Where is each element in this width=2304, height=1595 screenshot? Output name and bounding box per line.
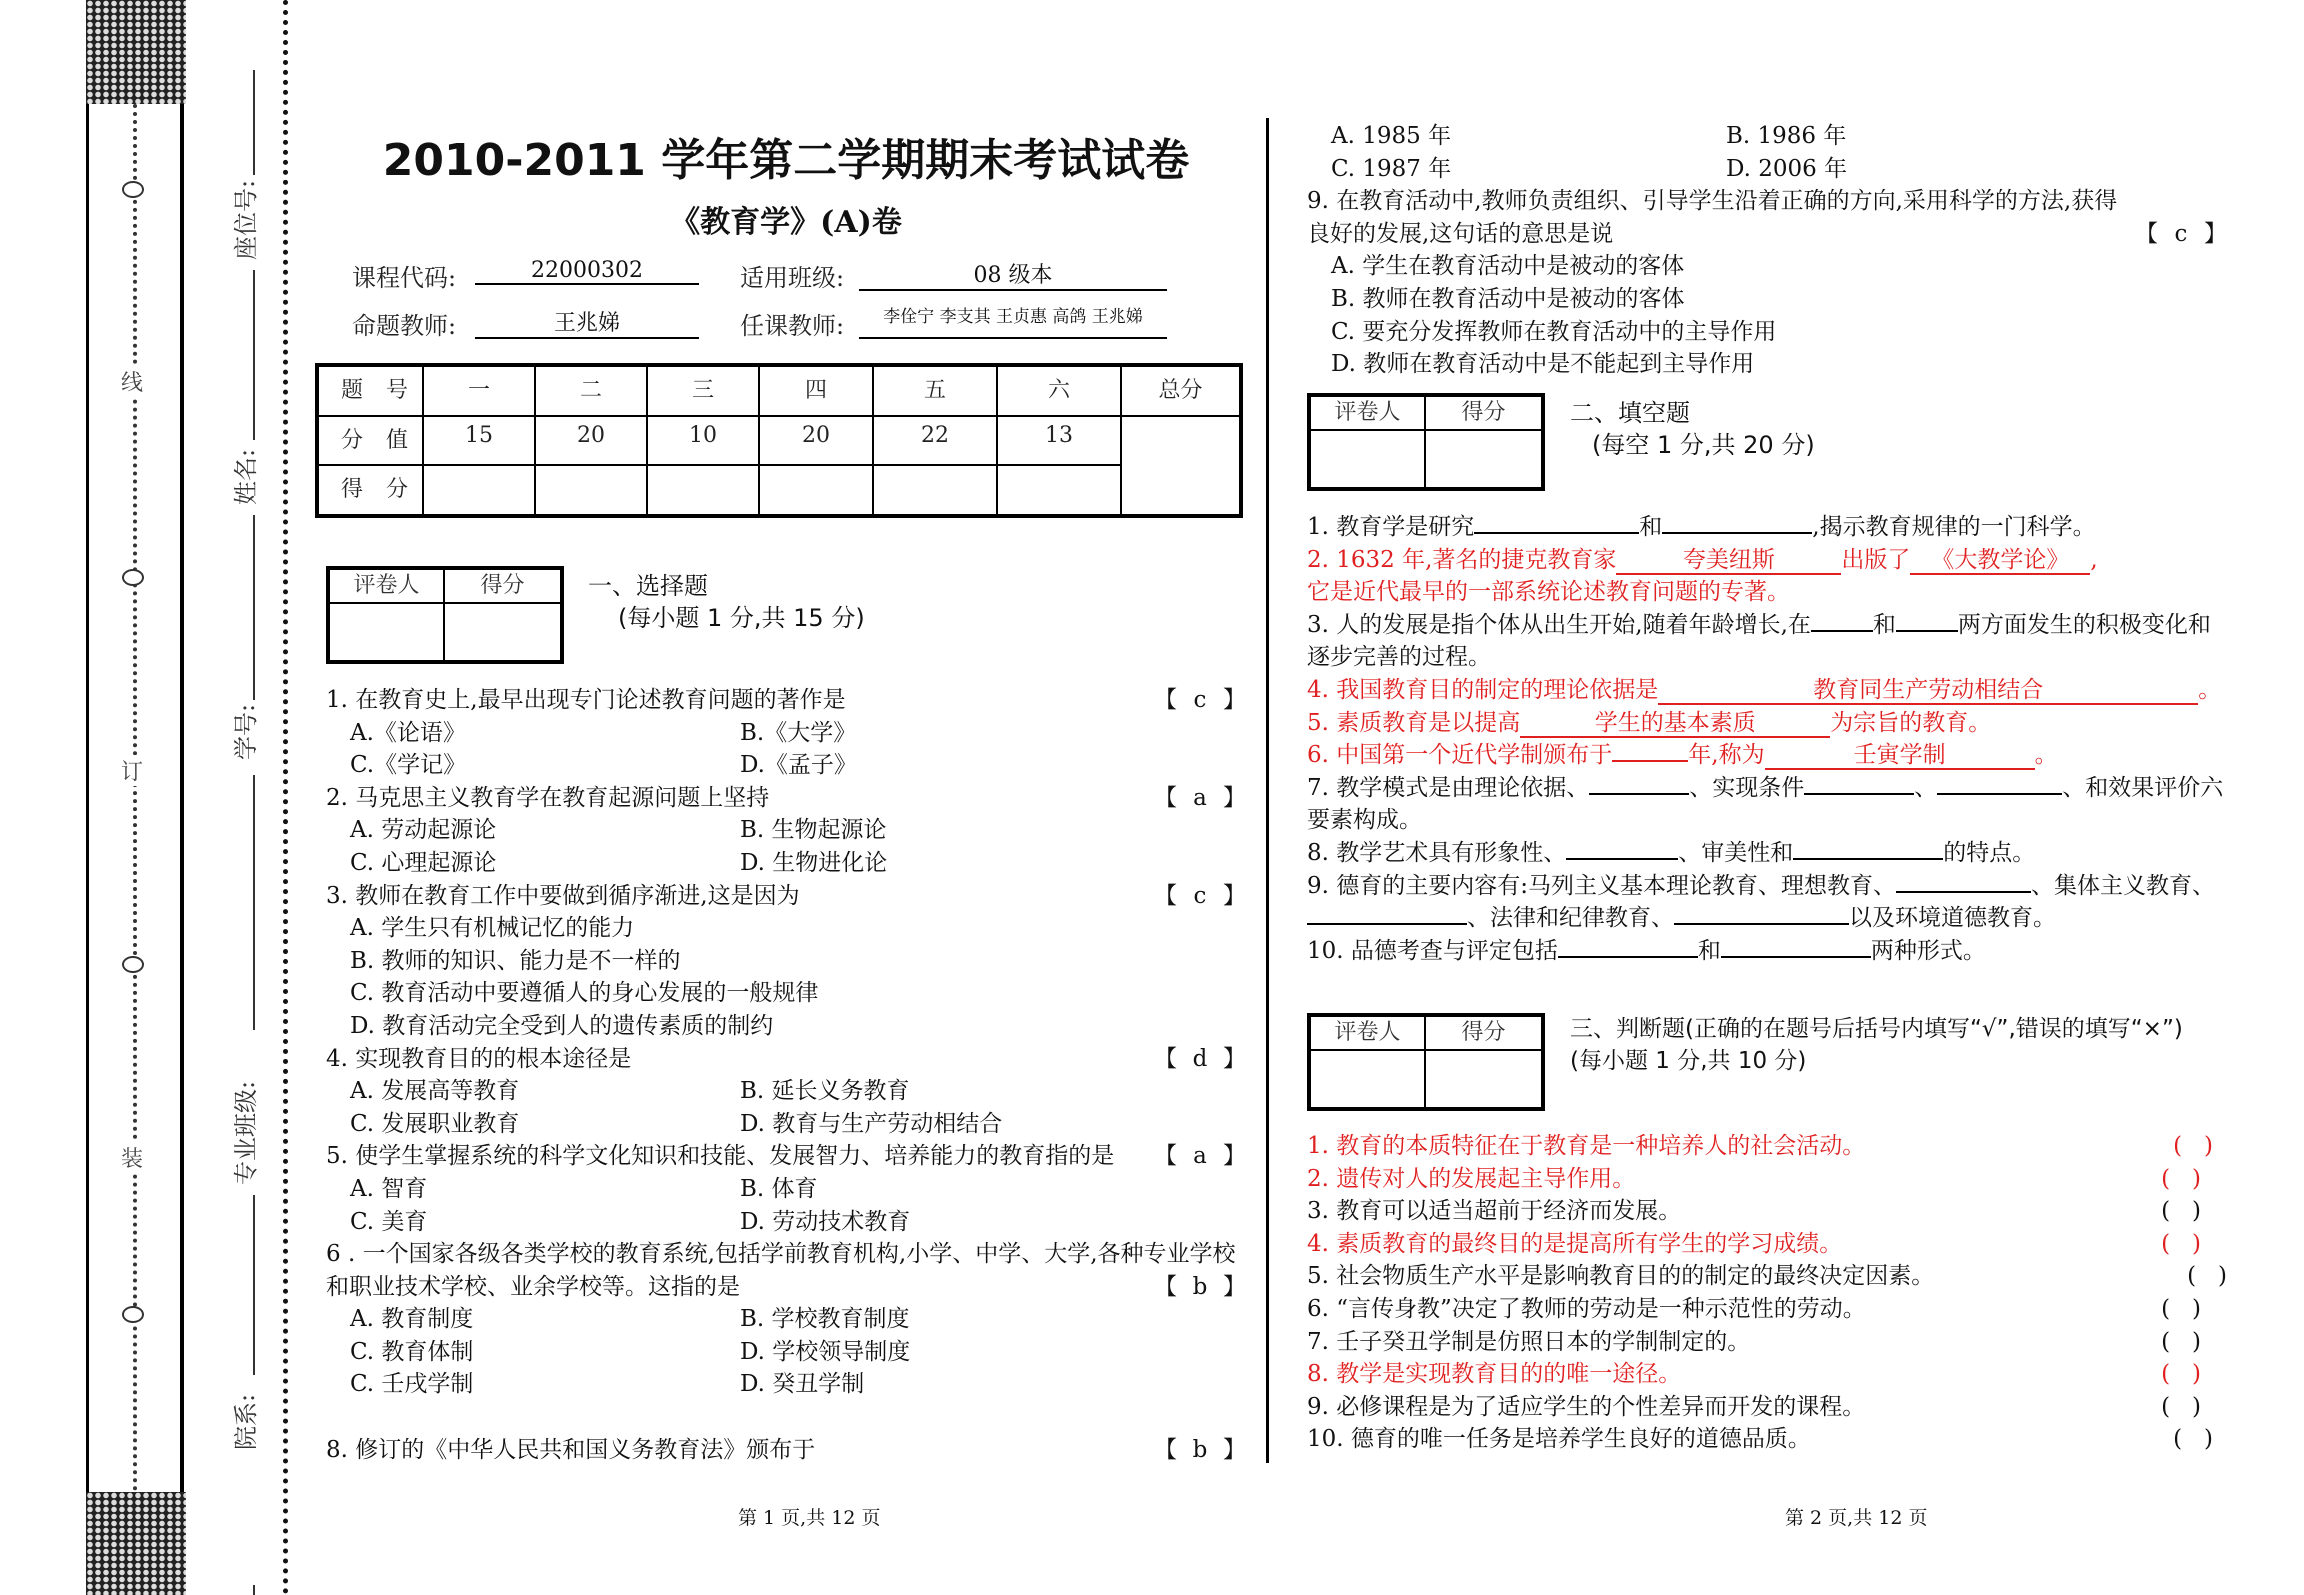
blank-field[interactable] — [1558, 956, 1698, 958]
answer-bracket: 【 c 】 — [1154, 687, 1246, 713]
options: A. 教育制度 B. 学校教育制度 C. 教育体制 D. 学校领导制度 C. 壬戌学制 D. 癸丑学制 — [350, 1306, 911, 1398]
blank-field[interactable]: 《大教学论》 — [1910, 547, 2090, 575]
row-label: 得 分 — [317, 465, 423, 516]
column-header: 二 — [535, 365, 647, 416]
blank-field[interactable] — [1811, 630, 1873, 632]
answer-paren[interactable]: ( ) — [2161, 1295, 2201, 1322]
seal-char-ding: 订 — [118, 755, 146, 786]
field-line — [253, 270, 255, 440]
grader-cell[interactable] — [1311, 1051, 1426, 1107]
blank-field[interactable] — [1896, 891, 2031, 893]
blank-field[interactable] — [1674, 923, 1849, 925]
section3-title: 三、判断题(正确的在题号后括号内填写“√”,错误的填写“×”)(每小题 1 分,共 10 分) — [1570, 1016, 2183, 1074]
class-label: 适用班级: — [740, 264, 845, 292]
page-number-1: 第 1 页,共 12 页 — [738, 1507, 881, 1529]
score-label: 得分 — [1426, 1017, 1541, 1051]
column-divider — [1266, 118, 1269, 1463]
question-stem: 5. 使学生掌握系统的科学文化知识和技能、发展智力、培养能力的教育指的是 【 a 】 — [326, 1140, 1246, 1173]
blank-field[interactable]: 壬寅学制 — [1765, 742, 2035, 770]
score-value: 22 — [873, 416, 997, 466]
blank-field[interactable]: 学生的基本素质 — [1520, 710, 1830, 738]
options: A. 发展高等教育 B. 延长义务教育 C. 发展职业教育 D. 教育与生产劳动相结合 — [350, 1078, 1003, 1137]
judge-item: 10. 德育的唯一任务是培养学生良好的道德品质。 ( ) — [1307, 1423, 2227, 1456]
answer-bracket: 【 a 】 — [1154, 1143, 1246, 1170]
field-line — [253, 70, 255, 175]
section1-continued — [1307, 120, 2227, 381]
blank-field[interactable] — [1307, 923, 1467, 925]
obtained-score-cell[interactable] — [873, 465, 997, 516]
fill-item: 5. 素质教育是以提高 学生的基本素质 为宗旨的教育。 — [1307, 709, 1992, 736]
question-stem: 8. 修订的《中华人民共和国义务教育法》颁布于 【 b 】 — [326, 1434, 1246, 1467]
question-stem: 3. 教师在教育工作中要做到循序渐进,这是因为 【 c 】 — [326, 880, 1246, 913]
option: D. 教师在教育活动中是不能起到主导作用 — [1331, 351, 1755, 378]
seat-number-field: 座位号: — [232, 179, 260, 260]
fill-item: 9. 德育的主要内容有:马列主义基本理论教育、理想教育、 、集体主义教育、、法律和纪律教育、 以及环境道德教育。 — [1307, 872, 2216, 932]
column-header: 三 — [647, 365, 759, 416]
judge-item: 2. 遗传对人的发展起主导作用。 ( ) — [1307, 1163, 2227, 1196]
fill-item: 1. 教育学是研究 和 ,揭示教育规律的一门科学。 — [1307, 514, 2096, 540]
class-value: 08 级本 — [859, 258, 1167, 291]
setter-value: 王兆娣 — [475, 306, 699, 339]
fill-item: 3. 人的发展是指个体从出生开始,随着年龄增长,在 和 两方面发生的积极变化和逐步完善的过程。 — [1307, 611, 2211, 671]
table-row — [317, 465, 1241, 516]
column-header: 一 — [423, 365, 535, 416]
judge-item: 7. 壬子癸丑学制是仿照日本的学制制定的。 ( ) — [1307, 1326, 2227, 1359]
judge-item: 3. 教育可以适当超前于经济而发展。 ( ) — [1307, 1195, 2227, 1228]
section2-note: (每空 1 分,共 20 分) — [1592, 431, 1815, 459]
answer-bracket: 【 b 】 — [1154, 1436, 1246, 1463]
grader-box — [1307, 393, 1545, 491]
teachers-label: 任课教师: — [740, 312, 845, 340]
obtained-score-cell[interactable] — [535, 465, 647, 516]
question-stem: 6 . 一个国家各级各类学校的教育系统,包括学前教育机构,小学、中学、大学,各种专业学校和职业技术学校、业余学校等。这指的是 【 b 】 — [326, 1238, 1246, 1303]
field-line — [253, 1195, 255, 1375]
obtained-score-cell[interactable] — [647, 465, 759, 516]
perforation-line — [283, 0, 288, 1595]
row-label: 题 号 — [317, 365, 423, 416]
course-code-label: 课程代码: — [352, 264, 457, 292]
section1-title: 一、选择题 — [588, 572, 708, 600]
binding-pattern-top — [86, 0, 186, 104]
option: C. 要充分发挥教师在教育活动中的主导作用 — [1331, 318, 1777, 345]
option: A. 学生只有机械记忆的能力 — [350, 915, 635, 942]
question-stem: 9. 在教育活动中,教师负责组织、引导学生沿着正确的方向,采用科学的方法,获得良好的发展,这句话的意思是说 【 c 】 — [1307, 185, 2227, 250]
answer-paren[interactable]: ( ) — [2161, 1361, 2201, 1388]
section2-items — [1307, 511, 2227, 967]
department-field: 院系: — [232, 1393, 260, 1450]
blank-field[interactable] — [1721, 956, 1871, 958]
answer-paren[interactable]: ( ) — [2161, 1230, 2201, 1257]
blank-field[interactable] — [1804, 793, 1914, 795]
blank-field[interactable] — [1937, 793, 2062, 795]
options: A. 劳动起源论 B. 生物起源论 C. 心理起源论 D. 生物进化论 — [350, 817, 888, 876]
exam-title: 2010-2011 学年第二学期期末考试试卷 — [382, 135, 1190, 186]
student-id-field: 学号: — [232, 703, 260, 760]
grader-cell[interactable] — [330, 604, 445, 660]
option: A. 学生在教育活动中是被动的客体 — [1331, 253, 1685, 280]
grader-box — [1307, 1013, 1545, 1111]
fill-item: 6. 中国第一个近代学制颁布于 年,称为 壬寅学制 。 — [1307, 742, 2058, 769]
page-number-2: 第 2 页,共 12 页 — [1785, 1507, 1928, 1529]
fill-item: 2. 1632 年,著名的捷克教育家 夸美纽斯 出版了 《大教学论》 , 它是近代最早的一部系统论述教育问题的专著。 — [1307, 546, 2098, 606]
option: B. 教师的知识、能力是不一样的 — [350, 947, 681, 974]
fill-item: 7. 教学模式是由理论依据、 、实现条件 、 、和效果评价六要素构成。 — [1307, 774, 2224, 834]
judge-item: 9. 必修课程是为了适应学生的个性差异而开发的课程。 ( ) — [1307, 1391, 2227, 1424]
seal-char-zhuang: 装 — [118, 1142, 146, 1173]
judge-item: 1. 教育的本质特征在于教育是一种培养人的社会活动。 ( ) — [1307, 1130, 2227, 1163]
column-header: 五 — [873, 365, 997, 416]
fill-item: 4. 我国教育目的制定的理论依据是 教育同生产劳动相结合 。 — [1307, 676, 2222, 703]
column-header: 总分 — [1121, 365, 1241, 416]
blank-field[interactable] — [1566, 858, 1678, 860]
judge-item: 8. 教学是实现教育目的的唯一途径。 ( ) — [1307, 1358, 2227, 1391]
fill-item: 10. 品德考查与评定包括 和 两种形式。 — [1307, 937, 1986, 964]
score-value: 13 — [997, 416, 1121, 466]
blank-field[interactable] — [1793, 858, 1943, 860]
options: A. 智育 B. 体育 C. 美育 D. 劳动技术教育 — [350, 1175, 911, 1235]
judge-item: 4. 素质教育的最终目的是提高所有学生的学习成绩。 ( ) — [1307, 1228, 2227, 1261]
answer-paren[interactable]: ( ) — [2173, 1426, 2213, 1453]
major-class-field: 专业班级: — [232, 1080, 260, 1185]
column-header: 六 — [997, 365, 1121, 416]
section3-items — [1307, 1130, 2227, 1456]
exam-subtitle: 《教育学》(A)卷 — [670, 205, 902, 240]
score-value: 20 — [759, 416, 873, 466]
answer-paren[interactable]: ( ) — [2161, 1198, 2201, 1225]
score-label: 得分 — [445, 570, 560, 604]
option: C. 教育活动中要遵循人的身心发展的一般规律 — [350, 980, 819, 1007]
blank-field[interactable] — [1474, 532, 1639, 534]
section1-questions — [326, 684, 1246, 1466]
question-stem: 1. 在教育史上,最早出现专门论述教育问题的著作是 【 c 】 — [326, 684, 1246, 717]
field-line — [253, 775, 255, 1030]
answer-paren[interactable]: ( ) — [2161, 1328, 2201, 1355]
section1-note: (每小题 1 分,共 15 分) — [618, 604, 865, 632]
binding-dotted-line — [133, 104, 137, 1492]
obtained-score-cell[interactable] — [997, 465, 1121, 516]
answer-paren[interactable]: ( ) — [2161, 1393, 2201, 1420]
field-line — [253, 515, 255, 700]
section2-title: 二、填空题 — [1570, 399, 1690, 427]
answer-bracket: 【 c 】 — [1154, 882, 1246, 909]
blank-field[interactable] — [1589, 793, 1689, 795]
grader-label: 评卷人 — [1311, 1017, 1426, 1051]
table-row — [317, 365, 1241, 416]
judge-item: 5. 社会物质生产水平是影响教育目的的制定的最终决定因素。 ( ) — [1307, 1260, 2227, 1293]
score-value: 20 — [535, 416, 647, 466]
table-row — [317, 416, 1241, 466]
answer-bracket: 【 c 】 — [2135, 220, 2227, 247]
obtained-score-cell[interactable] — [423, 465, 535, 516]
score-cell[interactable] — [445, 604, 560, 660]
blank-field[interactable] — [1896, 630, 1958, 632]
column-header: 四 — [759, 365, 873, 416]
answer-bracket: 【 a 】 — [1154, 784, 1246, 811]
score-table — [315, 363, 1243, 518]
teachers-value: 李佺宁 李支其 王贞惠 高鸽 王兆娣 — [859, 302, 1167, 339]
grader-box — [326, 566, 564, 664]
question-stem: 2. 马克思主义教育学在教育起源问题上坚持 【 a 】 — [326, 782, 1246, 815]
answer-bracket: 【 d 】 — [1154, 1045, 1246, 1072]
seal-char-xian: 线 — [118, 366, 146, 397]
blank-field[interactable] — [1662, 532, 1812, 534]
row-label: 分 值 — [317, 416, 423, 466]
seal-circle-icon — [122, 956, 144, 973]
score-cell[interactable] — [1426, 1051, 1541, 1107]
seal-circle-icon — [122, 181, 144, 198]
setter-label: 命题教师: — [352, 312, 457, 340]
option: D. 教育活动完全受到人的遗传素质的制约 — [350, 1012, 774, 1039]
course-code-value: 22000302 — [475, 258, 699, 285]
blank-field[interactable] — [1612, 760, 1688, 762]
judge-item: 6. “言传身教”决定了教师的劳动是一种示范性的劳动。 ( ) — [1307, 1293, 2227, 1326]
question-stem: 4. 实现教育目的的根本途径是 【 d 】 — [326, 1043, 1246, 1076]
answer-bracket: 【 b 】 — [1154, 1273, 1246, 1300]
options: A.《论语》 B.《大学》 C.《学记》 D.《孟子》 — [350, 719, 857, 779]
score-cell[interactable] — [1426, 431, 1541, 487]
binding-pattern-bottom — [86, 1492, 186, 1595]
grader-cell[interactable] — [1311, 431, 1426, 487]
grader-label: 评卷人 — [330, 570, 445, 604]
field-line — [253, 1585, 255, 1595]
answer-paren[interactable]: ( ) — [2173, 1133, 2213, 1159]
seal-circle-icon — [122, 1306, 144, 1323]
obtained-score-cell[interactable] — [759, 465, 873, 516]
score-label: 得分 — [1426, 397, 1541, 431]
fill-item: 8. 教学艺术具有形象性、 、审美性和 的特点。 — [1307, 839, 2036, 866]
option: B. 教师在教育活动中是被动的客体 — [1331, 285, 1685, 312]
name-field: 姓名: — [232, 448, 260, 505]
options: A. 1985 年 B. 1986 年 C. 1987 年 D. 2006 年 — [1331, 123, 1848, 182]
grader-label: 评卷人 — [1311, 397, 1426, 431]
total-score-cell[interactable] — [1121, 416, 1241, 516]
answer-paren[interactable]: ( ) — [2161, 1165, 2201, 1192]
blank-field[interactable]: 夸美纽斯 — [1616, 547, 1841, 575]
answer-paren[interactable]: ( ) — [2187, 1263, 2227, 1290]
score-value: 10 — [647, 416, 759, 466]
blank-field[interactable]: 教育同生产劳动相结合 — [1658, 677, 2198, 705]
seal-circle-icon — [122, 569, 144, 586]
score-value: 15 — [423, 416, 535, 466]
